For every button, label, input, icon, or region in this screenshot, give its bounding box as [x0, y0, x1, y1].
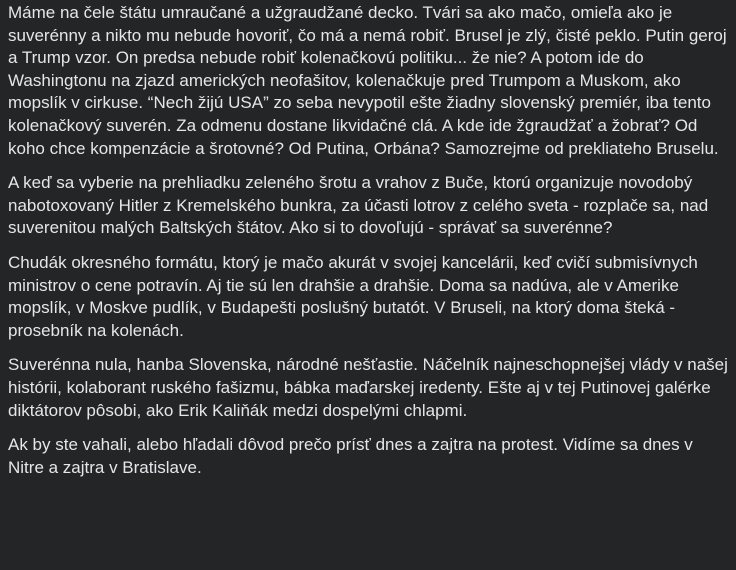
post-paragraph: Máme na čele štátu umraučané a užgraudžané decko. Tvári sa ako mačo, omieľa ako je suverénny a nikto mu nebude hovoriť, čo má a nemá robiť. Brusel je zlý, čisté peklo. Putin geroj a Trump vzor. On predsa nebude robiť kolenačkovú politiku... že nie? A potom ide do Washingtonu na zjazd amerických neofašitov, kolenačkuje pred Trumpom a Muskom, ako mopslík v cirkuse. “Nech žijú USA” zo seba nevypotil ešte žiadny slovenský premiér, iba tento kolenačkový suverén. Za odmenu dostane likvidačné clá. A kde ide žgraudžať a žobrať? Od koho chce kompenzácie a šrotovné? Od Putina, Orbána? Samozrejme od prekliateho Bruselu.	[8, 3, 727, 158]
post-body	[8, 2, 730, 491]
post-paragraph: Chudák okresného formátu, ktorý je mačo akurát v svojej kancelárii, keď cvičí submisívnych ministrov o cene potravín. Aj tie sú len drahšie a drahšie. Doma sa nadúva, ale v Amerike mopslík, v Moskve pudlík, v Budapešti poslušný butatót. V Bruseli, na ktorý doma šteká - prosebník na kolenách.	[8, 252, 698, 340]
post-paragraph: A keď sa vyberie na prehliadku zeleného šrotu a vrahov z Buče, ktorú organizuje novodobý nabotoxovaný Hitler z Kremelského bunkra, za účasti lotrov z celého sveta - rozplače sa, nad suverenitou malých Baltských štátov. Ako si to dovoľujú - správať sa suverénne?	[8, 173, 709, 238]
post-paragraph: Suverénna nula, hanba Slovenska, národné nešťastie. Náčelník najneschopnejšej vlády v našej histórii, kolaborant ruského fašizmu, bábka maďarskej iredenty. Ešte aj v tej Putinovej galérke diktátorov pôsobi, ako Erik Kaliňák medzi dospelými chlapmi.	[8, 355, 728, 420]
post-paragraph: Ak by ste vahali, alebo hľadali dôvod prečo prísť dnes a zajtra na protest. Vidíme sa dnes v Nitre a zajtra v Bratislave.	[8, 435, 693, 477]
